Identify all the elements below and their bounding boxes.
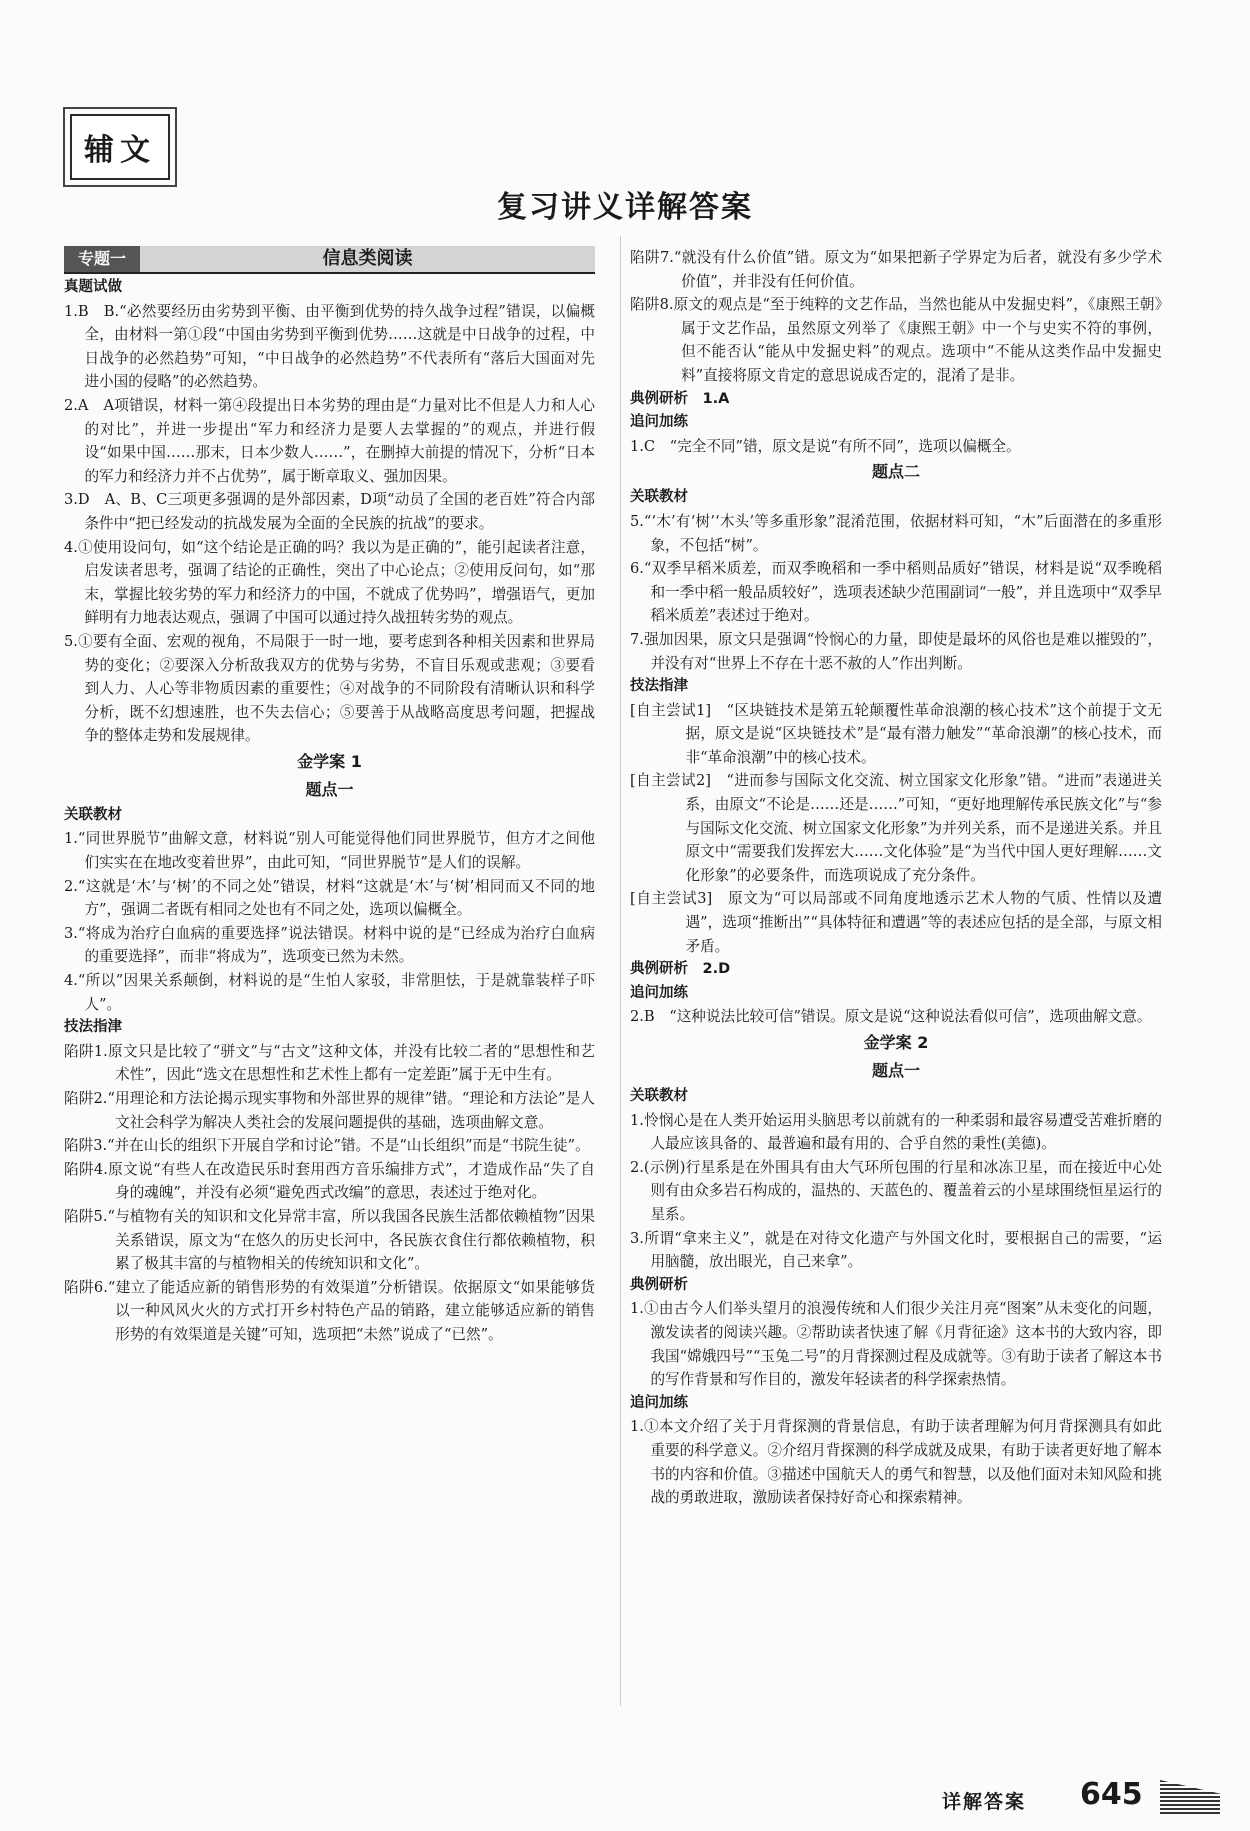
page-title: 复习讲义详解答案 bbox=[497, 190, 753, 225]
answer-item: 1.①由古今人们举头望月的浪漫传统和人们很少关注月亮“图案”从未变化的问题，激发读者的阅读兴趣。②帮助读者快速了解《月背征途》这本书的大致内容，即我国“嫦娥四号”“玉兔二号”的月背探测过程及成就等。③有助于读者了解这本书的写作背景和写作目的，激发年轻读者的科学探索热情。 bbox=[630, 1300, 1162, 1389]
answer-item: 陷阱3.“并在山长的组织下开展自学和讨论”错。不是“山长组织”而是“书院生徒”。 bbox=[64, 1137, 590, 1155]
answer-item: 陷阱4.原文说“有些人在改造民乐时套用西方音乐编排方式”，才造成作品“失了自身的魂魄”，并没有必须“避免西式改编”的意思，表述过于绝对化。 bbox=[64, 1160, 595, 1202]
section-heading: 技法指津 bbox=[64, 1019, 122, 1036]
answer-item: 2.B “这种说法比较可信”错误。原文是说“这种说法看似可信”，选项曲解文意。 bbox=[630, 1008, 1152, 1026]
answer-item: 陷阱7.“就没有什么价值”错。原文为“如果把新子学界定为后者，就没有多少学术价值”，并非没有任何价值。 bbox=[630, 249, 1162, 290]
subsection-title: 题点一 bbox=[871, 1061, 920, 1080]
answer-item: 陷阱2.“用理论和方法论揭示现实事物和外部世界的规律”错。“理论和方法论”是人文社会科学为解决人类社会的发展问题提供的基础，选项曲解文意。 bbox=[64, 1090, 595, 1131]
left-column bbox=[64, 246, 595, 1347]
answer-item: 2.(示例)行星系是在外围具有由大气环所包围的行星和冰冻卫星，而在接近中心处则有由众多岩石构成的，温热的、天蓝色的、覆盖着云的小星球围绕恒星运行的星系。 bbox=[630, 1158, 1162, 1223]
page-corner-decoration bbox=[1160, 1780, 1220, 1814]
section-heading: 技法指津 bbox=[630, 678, 688, 695]
answer-item: 4.①使用设问句，如“这个结论是正确的吗？我以为是正确的”，能引起读者注意，启发读者思考，强调了结论的正确性，突出了中心论点；②使用反问句，如“那末，掌握比较劣势的军力和经济力的中国，不就成了优势吗”，增强语气，更加鲜明有力地表达观点，强调了中国可以通过持久战扭转劣势的观点。 bbox=[64, 538, 595, 627]
page-number: 645 bbox=[1080, 1777, 1143, 1812]
answer-item: 7.强加因果，原文只是强调“怜悯心的力量，即使是最坏的风俗也是难以摧毁的”，并没有对“世界上不存在十恶不赦的人”作出判断。 bbox=[630, 630, 1162, 672]
section-heading: 典例研析 2.D bbox=[630, 961, 731, 978]
answer-item: 陷阱6.“建立了能适应新的销售形势的有效渠道”分析错误。依据原文“如果能够货以一种风风火火的方式打开乡村特色产品的销路，建立能够适应新的销售形势的有效渠道是关键”可知，选项把“未然”说成了“已然”。 bbox=[64, 1278, 595, 1343]
answer-item: [自主尝试1] “区块链技术是第五轮颠覆性革命浪潮的核心技术”这个前提于文无据，原文是说“区块链技术”是“最有潜力触发”“革命浪潮”的核心技术，而非“革命浪潮”中的核心技术。 bbox=[630, 701, 1162, 766]
answer-item: 6.“双季早稻米质差，而双季晚稻和一季中稻则品质好”错误，材料是说“双季晚稻和一季中稻一般品质较好”，选项表述缺少范围副词“一般”，并且选项中“双季早稻米质差”表述过于绝对。 bbox=[630, 560, 1162, 625]
answer-item: 3.所谓“拿来主义”，就是在对待文化遗产与外国文化时，要根据自己的需要，“运用脑髓，放出眼光，自己来拿”。 bbox=[630, 1229, 1162, 1271]
answer-item: [自主尝试3] 原文为“可以局部或不同角度地透示艺术人物的气质、性情以及遭遇”，选项“推断出”“具体特征和遭遇”等的表述应包括的是全部，与原文相矛盾。 bbox=[630, 890, 1162, 955]
right-column bbox=[630, 246, 1162, 1510]
answer-item: 1.①本文介绍了关于月背探测的背景信息，有助于读者理解为何月背探测具有如此重要的科学意义。②介绍月背探测的科学成就及成果，有助于读者更好地了解本书的内容和价值。③描述中国航天人的勇气和智慧，以及他们面对未知风险和挑战的勇敢进取，激励读者保持好奇心和探索精神。 bbox=[630, 1418, 1162, 1507]
subsection-title: 题点一 bbox=[305, 779, 354, 799]
section-heading: 典例研析 bbox=[630, 1276, 688, 1293]
topic-name: 信息类阅读 bbox=[322, 248, 413, 269]
footer-label: 详解答案 bbox=[942, 1791, 1027, 1813]
answer-item: 1.“同世界脱节”曲解文意，材料说“别人可能觉得他们同世界脱节，但方才之间他们实实在在地改变着世界”，由此可知，“同世界脱节”是人们的误解。 bbox=[64, 830, 595, 872]
topic-tag: 专题一 bbox=[64, 246, 140, 272]
answer-item: 5.①要有全面、宏观的视角，不局限于一时一地，要考虑到各种相关因素和世界局势的变化；②要深入分析敌我双方的优势与劣势，不盲目乐观或悲观；③要看到人力、人心等非物质因素的重要性；④对战争的不同阶段有清晰认识和科学分析，既不幻想速胜，也不失去信心；⑤要善于从战略高度思考问题，把握战争的整体走势和发展规律。 bbox=[64, 632, 595, 745]
answer-item: 1.B B.“必然要经历由劣势到平衡、由平衡到优势的持久战争过程”错误，以偏概全，由材料一第①段“中国由劣势到平衡到优势……这就是中日战争的过程，中日战争的必然趋势”可知，“中日战争的必然趋势”不代表所有“落后大国面对先进小国的侵略”的必然趋势。 bbox=[64, 302, 595, 391]
section-heading: 真题试做 bbox=[64, 279, 122, 295]
answer-item: 陷阱1.原文只是比较了“骈文”与“古文”这种文体，并没有比较二者的“思想性和艺术性”，因此“选文在思想性和艺术性上都有一定差距”属于无中生有。 bbox=[64, 1042, 595, 1084]
answer-item: 1.怜悯心是在人类开始运用头脑思考以前就有的一种柔弱和最容易遭受苦难折磨的人最应该具备的、最普遍和最有用的、合乎自然的秉性(美德)。 bbox=[630, 1111, 1162, 1153]
answer-item: 2.“这就是‘木’与‘树’的不同之处”错误，材料“这就是‘木’与‘树’相同而又不同的地方”，强调二者既有相同之处也有不同之处，选项以偏概全。 bbox=[64, 877, 595, 919]
answer-item: 3.“将成为治疗白血病的重要选择”说法错误。材料中说的是“已经成为治疗白血病的重要选择”，而非“将成为”，选项变已然为未然。 bbox=[64, 924, 595, 966]
answer-item: 5.“‘木’有‘树’‘木头’等多重形象”混淆范围，依据材料可知，“木”后面潜在的多重形象，不包括“树”。 bbox=[630, 512, 1162, 554]
section-heading: 追问加练 bbox=[630, 414, 688, 431]
answer-item: 陷阱5.“与植物有关的知识和文化异常丰富，所以我国各民族生活都依赖植物”因果关系错误，原文为“在悠久的历史长河中，各民族衣食住行都依赖植物，积累了极其丰富的与植物相关的传统知识和文化”。 bbox=[64, 1207, 595, 1273]
section-heading: 关联教材 bbox=[630, 489, 688, 506]
subsection-title: 金学案 1 bbox=[297, 751, 362, 771]
section-badge: 辅文 bbox=[70, 114, 170, 180]
section-heading: 关联教材 bbox=[64, 806, 122, 823]
answer-item: 3.D A、B、C三项更多强调的是外部因素，D项“动员了全国的老百姓”符合内部条件中“把已经发动的抗战发展为全面的全民族的抗战”的要求。 bbox=[64, 491, 595, 532]
subsection-title: 金学案 2 bbox=[863, 1033, 929, 1052]
column-divider bbox=[620, 236, 621, 1706]
topic-header bbox=[64, 246, 595, 274]
section-heading: 追问加练 bbox=[630, 984, 688, 1001]
answer-item: 1.C “完全不同”错，原文是说“有所不同”，选项以偏概全。 bbox=[630, 437, 1021, 455]
answer-item: 陷阱8.原文的观点是“至于纯粹的文艺作品，当然也能从中发掘史料”，《康熙王朝》属于文艺作品，虽然原文列举了《康熙王朝》中一个与史实不符的事例，但不能否认“能从中发掘史料”的观点。选项中“不能从这类作品中发掘史料”直接将原文肯定的意思说成否定的，混淆了是非。 bbox=[630, 296, 1162, 384]
section-heading: 追问加练 bbox=[630, 1394, 688, 1411]
subsection-title: 题点二 bbox=[871, 462, 920, 482]
answer-item: 2.A A项错误，材料一第④段提出日本劣势的理由是“力量对比不但是人力和人心的对比”，并进一步提出“军力和经济力是要人去掌握的”的观点，并进行假设“如果中国……那末，日本少数人……”，在删掉大前提的情况下，分析“日本的军力和经济力并不占优势”，属于断章取义、强加因果。 bbox=[64, 396, 595, 485]
answer-item: [自主尝试2] “进而参与国际文化交流、树立国家文化形象”错。“进而”表递进关系，由原文“不论是……还是……”可知，“更好地理解传承民族文化”与“参与国际文化交流、树立国家文化形象”为并列关系，而不是递进关系。并且原文中“需要我们发挥宏大……文化体验”是“为当代中国人更好理解……文化形象”的必要条件，而选项说成了充分条件。 bbox=[630, 772, 1162, 884]
section-heading: 典例研析 1.A bbox=[630, 390, 730, 407]
answer-item: 4.“所以”因果关系颠倒，材料说的是“生怕人家驳，非常胆怯，于是就靠装样子吓人”。 bbox=[64, 972, 595, 1013]
section-heading: 关联教材 bbox=[630, 1088, 688, 1104]
